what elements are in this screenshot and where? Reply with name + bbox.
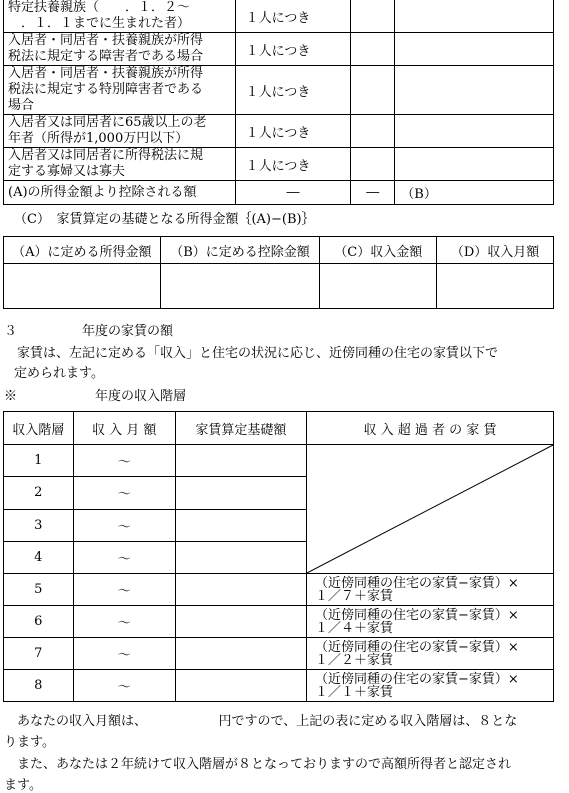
deduction-row (4, 66, 554, 115)
table-row (4, 574, 554, 606)
diagonal-cell (306, 445, 553, 574)
header-c: （C）収入金額 (320, 237, 437, 264)
tilde: 〜 (73, 477, 175, 509)
excess-rent-formula: （近傍同種の住宅の家賃−家賃）× １／１＋家賃 (306, 670, 553, 702)
excess-rent-formula: （近傍同種の住宅の家賃−家賃）× １／７＋家賃 (306, 574, 553, 606)
header-excess-rent: 収 入 超 過 者 の 家 賃 (306, 412, 553, 445)
closing-text: あなたの収入月額は、 円ですので、上記の表に定める収入階層は、８とな (4, 714, 518, 729)
level-number: 2 (4, 477, 74, 509)
tilde: 〜 (73, 606, 175, 638)
table-row (4, 445, 554, 477)
header-a: （A）に定める所得金額 (4, 237, 161, 264)
tilde: 〜 (73, 574, 175, 606)
per-person-label: １人につき (235, 33, 351, 66)
per-person-label: １人につき (235, 0, 351, 33)
level-number: 7 (4, 638, 74, 670)
b-label: （B） (395, 181, 554, 205)
deduction-label: 入居者又は同居者に65歳以上の老 年者（所得が1,000万円以下） (4, 115, 236, 148)
income-levels-table (3, 411, 554, 702)
level-number: 3 (4, 509, 74, 541)
dash-cell: ― (351, 181, 395, 205)
header-monthly: 収 入 月 額 (73, 412, 175, 445)
section3-text: 定められます。 (14, 366, 104, 381)
tilde: 〜 (73, 670, 175, 702)
income-table (3, 236, 554, 309)
deduction-label: 入居者・同居者・扶養親族が所得 税法に規定する障害者である場合 (4, 33, 236, 66)
section3-title: ３ 年度の家賃の額 (4, 324, 174, 339)
tilde: 〜 (73, 638, 175, 670)
note-title: ※ 年度の収入階層 (4, 389, 187, 404)
deduction-table (3, 0, 554, 205)
tilde: 〜 (73, 541, 175, 573)
closing-text: ます。 (4, 778, 42, 793)
level-number: 5 (4, 574, 74, 606)
excess-rent-formula: （近傍同種の住宅の家賃−家賃）× １／２＋家賃 (306, 638, 553, 670)
header-d: （D）収入月額 (437, 237, 554, 264)
diagonal-line (307, 445, 553, 573)
per-person-label: １人につき (235, 66, 351, 115)
deduction-label: 入居者又は同居者に所得税法に規 定する寡婦又は寡夫 (4, 148, 236, 181)
deduction-total-label: (A)の所得金額より控除される額 (4, 181, 236, 205)
per-person-label: １人につき (235, 115, 351, 148)
header-base: 家賃算定基礎額 (175, 412, 306, 445)
table-row (4, 670, 554, 702)
deduction-row (4, 148, 554, 181)
income-value-row (4, 264, 554, 309)
excess-rent-formula: （近傍同種の住宅の家賃−家賃）× １／４＋家賃 (306, 606, 553, 638)
deduction-row (4, 0, 554, 33)
table-row (4, 638, 554, 670)
header-b: （B）に定める控除金額 (160, 237, 320, 264)
tilde: 〜 (73, 445, 175, 477)
closing-text: また、あなたは２年続けて収入階層が８となっておりますので高額所得者と認定され (4, 757, 512, 772)
table-row (4, 606, 554, 638)
per-person-label: １人につき (235, 148, 351, 181)
deduction-label: 特定扶養親族（ ．１．２〜 ．１．１までに生まれた者） (4, 0, 236, 33)
level-number: 4 (4, 541, 74, 573)
level-number: 1 (4, 445, 74, 477)
levels-header-row (4, 412, 554, 445)
section3-text: 家賃は、左記に定める「収入」と住宅の状況に応じ、近傍同種の住宅の家賃以下で (4, 346, 499, 361)
income-header-row (4, 237, 554, 264)
deduction-total-row (4, 181, 554, 205)
deduction-row (4, 115, 554, 148)
header-level: 収入階層 (4, 412, 74, 445)
deduction-row (4, 33, 554, 66)
deduction-label: 入居者・同居者・扶養親族が所得 税法に規定する特別障害者である 場合 (4, 66, 236, 115)
closing-text: ります。 (4, 735, 55, 750)
level-number: 8 (4, 670, 74, 702)
dash-cell: ― (235, 181, 351, 205)
tilde: 〜 (73, 509, 175, 541)
section-c-title: （C） 家賃算定の基礎となる所得金額｛(A)−(B)｝ (14, 212, 315, 227)
level-number: 6 (4, 606, 74, 638)
